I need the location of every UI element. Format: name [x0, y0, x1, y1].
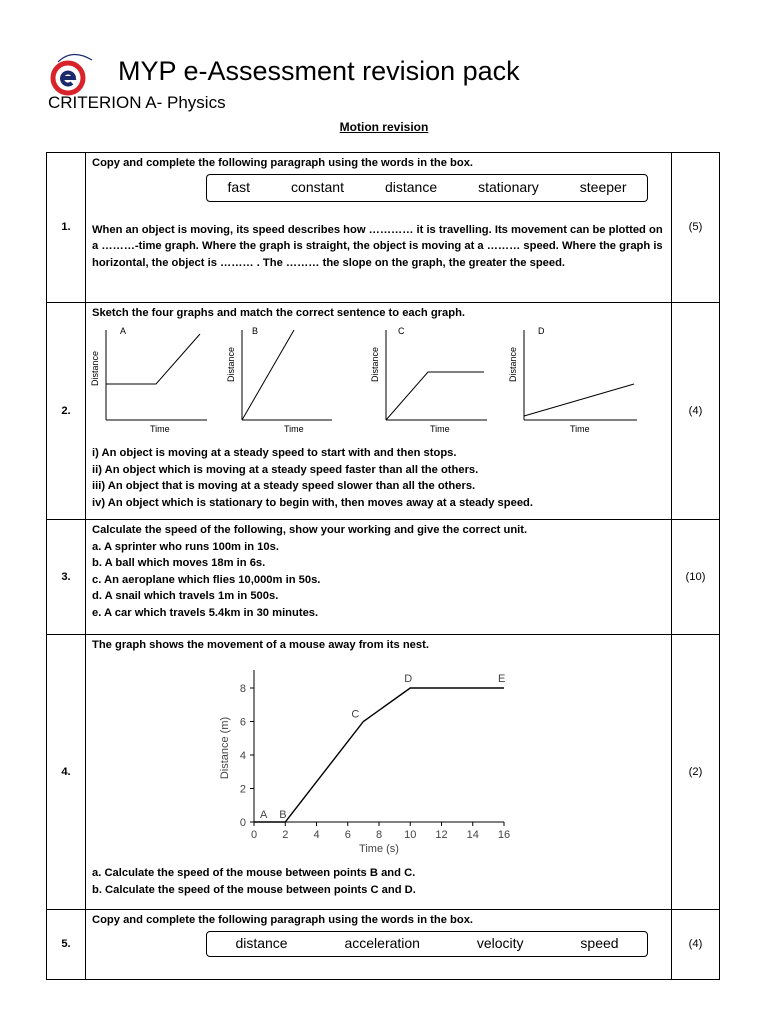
- sentence-item: ii) An object which is moving at a steady speed faster than all the others.: [92, 463, 479, 476]
- distance-time-chart: [212, 660, 532, 856]
- word-item: fast: [227, 179, 251, 196]
- graph-ylabel: Distance: [226, 346, 236, 382]
- word-box: [206, 931, 648, 957]
- word-item: velocity: [476, 935, 524, 952]
- question-number: 2.: [47, 303, 86, 520]
- x-tick-label: 4: [313, 828, 320, 841]
- word-item: acceleration: [344, 935, 420, 952]
- point-label: A: [260, 808, 268, 821]
- x-tick-label: 2: [282, 828, 289, 841]
- sentence-item: iii) An object that is moving at a steady speed slower than all the others.: [92, 480, 476, 492]
- graph-xlabel: Time: [570, 423, 590, 434]
- question-marks: (2): [672, 635, 720, 910]
- list-item: b. Calculate the speed of the mouse between points C and D.: [92, 883, 416, 896]
- list-item: a. A sprinter who runs 100m in 10s.: [92, 540, 279, 553]
- word-item: constant: [291, 179, 344, 196]
- graph-xlabel: Time: [284, 423, 304, 434]
- graph-xlabel: Time: [150, 423, 170, 434]
- question-row: [47, 153, 720, 303]
- questions-table: [46, 152, 720, 980]
- x-tick-label: 10: [404, 828, 417, 841]
- list-item: a. Calculate the speed of the mouse between points B and C.: [92, 867, 416, 879]
- question-marks: (5): [672, 153, 720, 303]
- question-prompt: The graph shows the movement of a mouse away from its nest.: [92, 639, 429, 651]
- question-body: [86, 635, 672, 910]
- question-body: [86, 303, 672, 520]
- question-row: [47, 520, 720, 635]
- word-box: [206, 174, 648, 202]
- question-prompt: Sketch the four graphs and match the correct sentence to each graph.: [92, 307, 466, 319]
- criterion-subtitle: CRITERION A- Physics: [48, 93, 226, 112]
- point-label: B: [279, 808, 287, 821]
- question-row: [47, 303, 720, 520]
- list-item: b. A ball which moves 18m in 6s.: [92, 557, 266, 569]
- sketch-graphs: [92, 322, 672, 440]
- graph-ylabel: Distance: [370, 346, 380, 382]
- graph-c: [370, 326, 487, 434]
- x-tick-label: 0: [250, 828, 258, 841]
- question-marks: (4): [672, 910, 720, 980]
- word-item: stationary: [478, 179, 539, 196]
- question-body: [86, 520, 672, 635]
- sentence-item: i) An object is moving at a steady speed to start with and then stops.: [92, 447, 457, 459]
- school-logo: [48, 50, 100, 98]
- y-axis-label: Distance (m): [219, 716, 231, 779]
- x-tick-label: 14: [466, 828, 479, 841]
- graph-ylabel: Distance: [508, 346, 518, 382]
- question-row: [47, 910, 720, 980]
- question-prompt: Calculate the speed of the following, show your working and give the correct unit.: [92, 524, 528, 536]
- y-tick-label: 0: [239, 816, 246, 829]
- graph-xlabel: Time: [430, 423, 450, 434]
- question-marks: (4): [672, 303, 720, 520]
- graph-label: A: [120, 325, 127, 336]
- x-tick-label: 16: [497, 828, 511, 841]
- graph-a: [90, 326, 207, 434]
- question-body: [86, 153, 672, 303]
- word-item: distance: [384, 179, 438, 196]
- word-item: steeper: [579, 179, 627, 196]
- x-tick-label: 12: [435, 828, 448, 841]
- point-label: E: [498, 672, 506, 685]
- y-tick-label: 4: [239, 749, 246, 762]
- word-item: distance: [235, 935, 288, 952]
- question-number: 3.: [47, 520, 86, 635]
- data-line: [254, 688, 504, 822]
- y-tick-label: 8: [239, 682, 246, 695]
- y-tick-label: 2: [239, 783, 246, 795]
- graph-d: [508, 326, 637, 434]
- graph-ylabel: Distance: [90, 350, 100, 386]
- question-marks: (10): [672, 520, 720, 635]
- sentence-item: iv) An object which is stationary to begin with, then moves away at a steady speed.: [92, 496, 533, 509]
- word-item: speed: [580, 935, 619, 952]
- question-body: [86, 910, 672, 980]
- x-tick-label: 6: [344, 828, 351, 841]
- question-number: 4.: [47, 635, 86, 910]
- graph-label: B: [252, 325, 259, 336]
- x-tick-label: 8: [375, 828, 383, 841]
- question-row: [47, 635, 720, 910]
- question-prompt: Copy and complete the following paragraph using the words in the box.: [92, 914, 474, 926]
- page-title: MYP e-Assessment revision pack: [118, 56, 520, 86]
- y-tick-label: 6: [239, 716, 246, 728]
- question-prompt: Copy and complete the following paragraph using the words in the box.: [92, 157, 474, 169]
- question-paragraph: When an object is moving, its speed describes how ………… it is travelling. Its movement can be plotted on a ………-time graph. Where the graph is straight, the object is moving at a ……… speed. Where the graph is horizontal, the object is ……… . The ……… the slope on the graph, the greater the speed.: [92, 223, 663, 269]
- point-label: C: [351, 708, 360, 720]
- question-number: 5.: [47, 910, 86, 980]
- point-label: D: [404, 672, 413, 685]
- x-axis-label: Time (s): [359, 842, 399, 855]
- list-item: c. An aeroplane which flies 10,000m in 50s.: [92, 573, 321, 586]
- section-heading: Motion revision: [339, 120, 429, 134]
- list-item: e. A car which travels 5.4km in 30 minutes.: [92, 606, 319, 619]
- graph-b: [226, 326, 332, 434]
- list-item: d. A snail which travels 1m in 500s.: [92, 590, 279, 602]
- graph-label: D: [538, 325, 545, 336]
- graph-label: C: [398, 325, 405, 336]
- question-number: 1.: [47, 153, 86, 303]
